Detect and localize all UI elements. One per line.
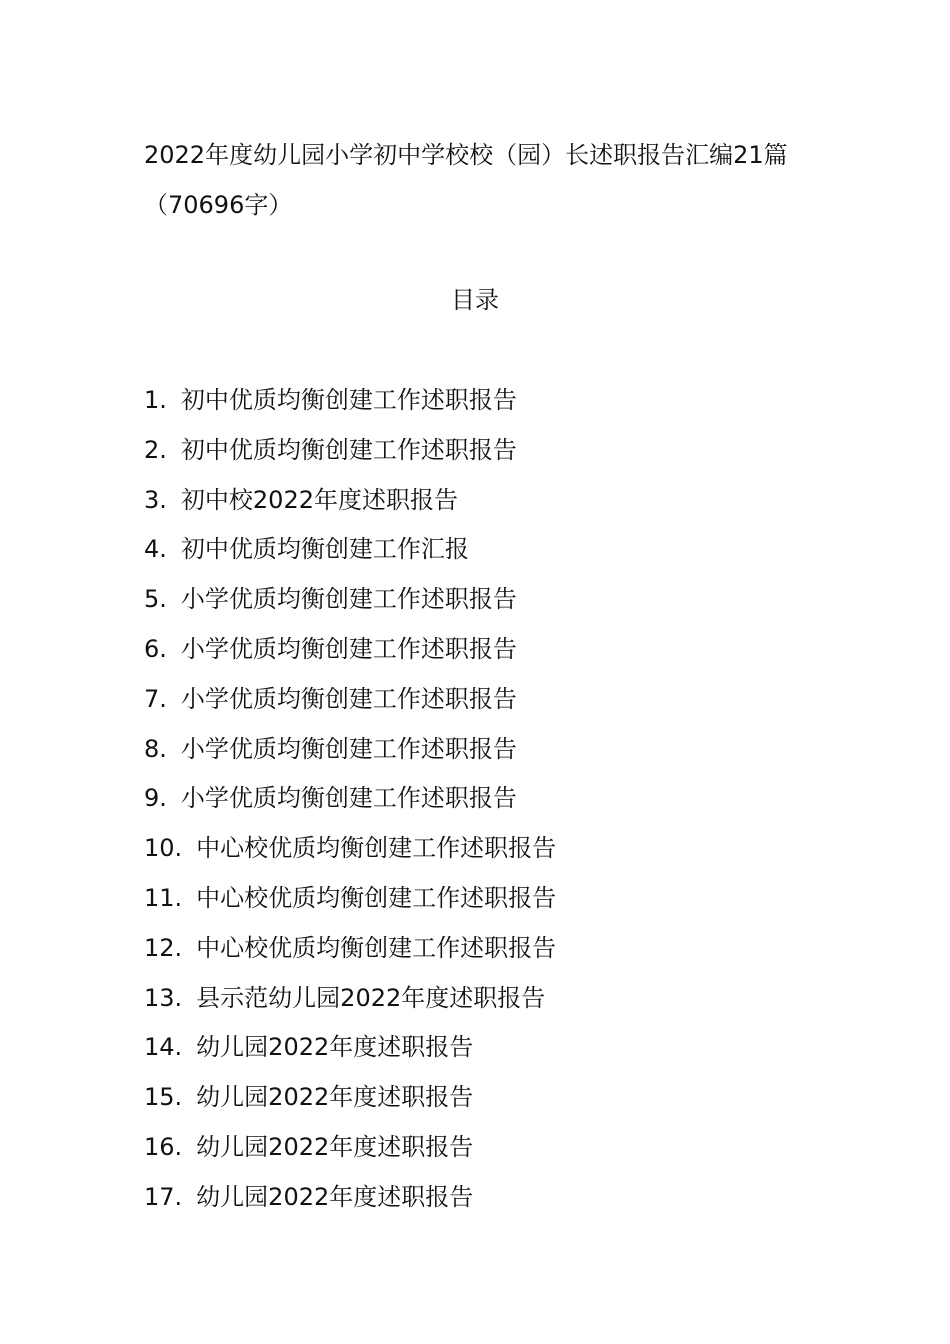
toc-item-title: 小学优质均衡创建工作述职报告	[180, 634, 517, 663]
toc-item-number: 3.	[144, 485, 167, 514]
toc-item-title: 中心校优质均衡创建工作述职报告	[196, 834, 557, 863]
toc-item	[144, 824, 556, 874]
toc-item-title: 中心校优质均衡创建工作述职报告	[196, 883, 557, 912]
toc-item-title: 县示范幼儿园2022年度述职报告	[196, 983, 546, 1012]
document-title: 2022年度幼儿园小学初中学校校（园）长述职报告汇编21篇（70696字）	[144, 141, 788, 219]
toc-item-number: 1.	[144, 386, 167, 414]
toc-item-title: 初中校2022年度述职报告	[180, 485, 458, 514]
toc-item-title: 幼儿园2022年度述职报告	[196, 1033, 474, 1062]
toc-item-number: 12.	[144, 933, 183, 962]
toc-item	[144, 525, 556, 575]
toc-item	[144, 774, 556, 824]
toc-item-number: 9.	[144, 784, 167, 813]
toc-item	[144, 1073, 556, 1123]
toc-item-number: 6.	[144, 634, 167, 663]
toc-item-title: 初中优质均衡创建工作汇报	[180, 535, 469, 564]
toc-item-number: 10.	[144, 834, 183, 863]
toc-item-number: 17.	[144, 1182, 183, 1211]
toc-item	[144, 974, 556, 1024]
toc-item	[144, 575, 556, 625]
toc-item-number: 2.	[144, 435, 167, 464]
toc-item-title: 初中优质均衡创建工作述职报告	[180, 435, 517, 464]
toc-item-title: 小学优质均衡创建工作述职报告	[180, 585, 517, 614]
toc-item	[144, 675, 556, 725]
toc-item-title: 幼儿园2022年度述职报告	[196, 1182, 474, 1211]
toc-item	[144, 924, 556, 974]
toc-item	[144, 376, 556, 426]
toc-item-title: 中心校优质均衡创建工作述职报告	[196, 933, 557, 962]
toc-item	[144, 1023, 556, 1073]
toc-item-number: 15.	[144, 1083, 183, 1112]
toc-item-title: 初中优质均衡创建工作述职报告	[180, 386, 517, 414]
toc-item	[144, 625, 556, 675]
toc-item-title: 小学优质均衡创建工作述职报告	[180, 734, 517, 763]
toc-item	[144, 874, 556, 924]
toc-item-number: 4.	[144, 535, 167, 564]
toc-item-title: 小学优质均衡创建工作述职报告	[180, 684, 517, 713]
toc-item	[144, 426, 556, 476]
toc-item	[144, 1173, 556, 1223]
toc-item-title: 幼儿园2022年度述职报告	[196, 1083, 474, 1112]
toc-item-number: 5.	[144, 585, 167, 614]
toc-heading: 目录	[451, 286, 499, 314]
toc-item-number: 11.	[144, 883, 183, 912]
toc-item-title: 小学优质均衡创建工作述职报告	[180, 784, 517, 813]
toc-item-number: 14.	[144, 1033, 183, 1062]
toc-item-title: 幼儿园2022年度述职报告	[196, 1132, 474, 1161]
toc-item	[144, 476, 556, 526]
toc-list	[144, 376, 556, 1223]
toc-item	[144, 1123, 556, 1173]
toc-item-number: 7.	[144, 684, 167, 713]
toc-item-number: 8.	[144, 734, 167, 763]
toc-item-number: 16.	[144, 1132, 183, 1161]
toc-item-number: 13.	[144, 983, 183, 1012]
toc-item	[144, 725, 556, 775]
